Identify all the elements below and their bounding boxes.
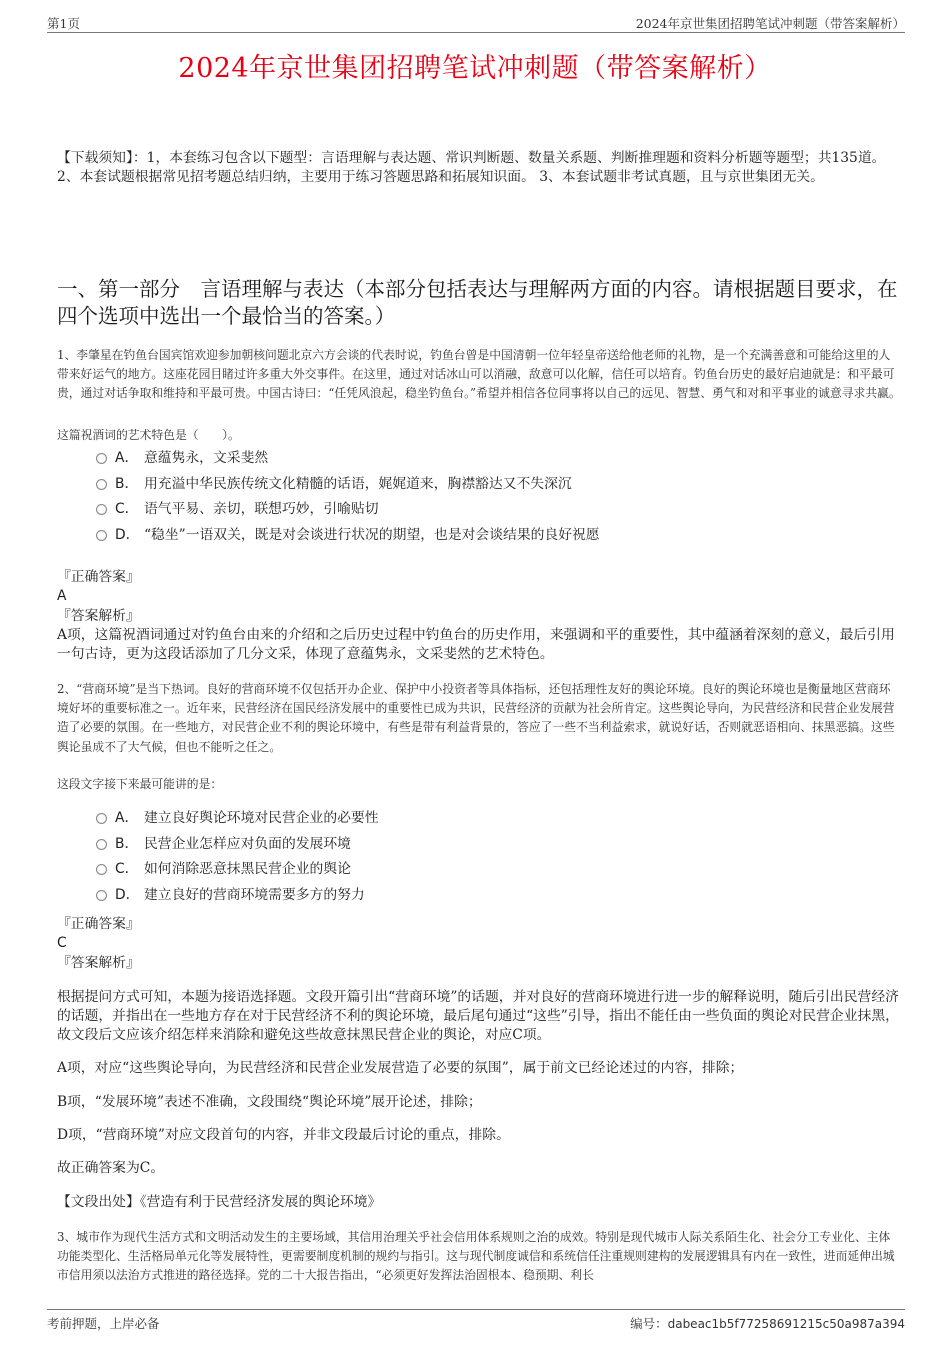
radio-icon[interactable] (96, 813, 107, 824)
question-2-source: 【文段出处】《营造有利于民营经济发展的舆论环境》 (57, 1194, 382, 1210)
question-2-analysis-label: 『答案解析』 (57, 955, 140, 971)
question-1-answer-label: 『正确答案』 (57, 569, 140, 585)
header-doc-title: 2024年京世集团招聘笔试冲刺题（带答案解析） (635, 16, 905, 31)
option-c[interactable]: C． 如何消除恶意抹黑民营企业的舆论 (96, 857, 876, 883)
question-2-answer-label: 『正确答案』 (57, 916, 140, 932)
question-1-options (96, 446, 876, 549)
page-header (47, 14, 905, 33)
code-label: 编号： (630, 1316, 668, 1331)
footer-slogan: 考前押题，上岸必备 (47, 1316, 160, 1331)
page-number-label: 第1页 (47, 16, 80, 31)
question-2-stem: 2、“营商环境”是当下热词。良好的营商环境不仅包括开办企业、保护中小投资者等具体指标，还包括理性友好的舆论环境。良好的舆论环境也是衡量地区营商环境好坏的重要标准之一。近年来，民营经济在国民经济发展中的重要性已成为共识，民营经济的贡献为社会所肯定。这些舆论导向，为民营经济和民营企业发展营造了必要的氛围。在一些地方，对民营企业不利的舆论环境中，有些是带有利益背景的，答应了一些不当利益索求，就说好话，否则就恶语相向、抹黑恶搞。这些舆论虽成不了大气候，但也不能听之任之。 (57, 682, 895, 754)
option-a[interactable]: A． 建立良好舆论环境对民营企业的必要性 (96, 806, 876, 832)
question-1-analysis: A项，这篇祝酒词通过对钓鱼台由来的介绍和之后历史过程中钓鱼台的历史作用，来强调和平的重要性，其中蕴涵着深刻的意义，最后引用一句古诗，更为这段话添加了几分文采，体现了意蕴隽永，文采斐然的艺术特色。 (57, 627, 895, 662)
question-3-stem: 3、城市作为现代生活方式和文明活动发生的主要场域，其信用治理关乎社会信用体系规则之治的成效。特别是现代城市人际关系陌生化、社会分工专业化、主体功能类型化、生活格局单元化等发展特性，更需要制度机制的规约与指引。这与现代制度诚信和系统信任注重规则建构的发展逻辑具有内在一致性，进而延伸出城市信用须以法治方式推进的路径选择。党的二十大报告指出，“必须更好发挥法治固根本、稳预期、利长 (57, 1230, 895, 1283)
option-d[interactable]: D． 建立良好的营商环境需要多方的努力 (96, 883, 876, 909)
radio-icon[interactable] (96, 864, 107, 875)
section-title: 一、第一部分 言语理解与表达（本部分包括表达与理解两方面的内容。请根据题目要求，在四个选项中选出一个最恰当的答案。） (57, 277, 898, 328)
question-2-analysis-a: A项，对应“这些舆论导向，为民营经济和民营企业发展营造了必要的氛围”，属于前文已经论述过的内容，排除； (57, 1060, 744, 1076)
option-text: 建立良好的营商环境需要多方的努力 (144, 887, 365, 904)
question-1-prompt: 这篇祝酒词的艺术特色是（ ）。 (57, 428, 240, 442)
code-value: dabeac1b5f77258691215c50a987a394 (667, 1317, 905, 1331)
question-2-conclusion: 故正确答案为C。 (57, 1160, 165, 1176)
question-1-stem: 1、李肇星在钓鱼台国宾馆欢迎参加朝核问题北京六方会谈的代表时说，钓鱼台曾是中国清朝一位年轻皇帝送给他老师的礼物，是一个充满善意和可能给这里的人带来好运气的地方。这座花园目睹过许多重大外交事件。在这里，通过对话冰山可以消融，敌意可以化解，信任可以培育。钓鱼台历史的最好启迪就是：和平最可贵，通过对话争取和维持和平最可贵。中国古诗曰：“任凭风浪起，稳坐钓鱼台。”希望并相信各位同事将以自己的远见、智慧、勇气和对和平事业的诚意寻求共赢。 (57, 348, 901, 401)
option-text: 民营企业怎样应对负面的发展环境 (144, 835, 351, 852)
option-text: 建立良好舆论环境对民营企业的必要性 (144, 810, 379, 826)
radio-icon[interactable] (96, 839, 107, 850)
option-text: 意蕴隽永，文采斐然 (144, 450, 269, 466)
question-2-analysis-b: B项，“发展环境”表述不准确，文段围绕“舆论环境”展开论述，排除； (57, 1094, 482, 1110)
document-code (630, 1314, 905, 1332)
radio-icon[interactable] (96, 504, 107, 515)
option-text: 如何消除恶意抹黑民营企业的舆论 (144, 861, 351, 878)
option-c[interactable]: C． 语气平易、亲切，联想巧妙，引喻贴切 (96, 497, 876, 523)
radio-icon[interactable] (96, 479, 107, 490)
option-d[interactable]: D． “稳坐”一语双关，既是对会谈进行状况的期望，也是对会谈结果的良好祝愿 (96, 523, 876, 549)
option-a[interactable]: A． 意蕴隽永，文采斐然 (96, 446, 876, 472)
radio-icon[interactable] (96, 890, 107, 901)
question-1-answer: A (57, 588, 67, 604)
question-2-analysis-d: D项，“营商环境”对应文段首句的内容，并非文段最后讨论的重点，排除。 (57, 1127, 510, 1143)
download-notice: 【下载须知】：1，本套练习包含以下题型：言语理解与表达题、常识判断题、数量关系题、判断推理题和资料分析题等题型；共135道。 2、本套试题根据常见招考题总结归纳，主要用于练习答题思路和拓展知识面。 3、本套试题非考试真题，且与京世集团无关。 (57, 150, 886, 185)
radio-icon[interactable] (96, 530, 107, 541)
radio-icon[interactable] (96, 453, 107, 464)
option-text: 语气平易、亲切，联想巧妙，引喻贴切 (144, 501, 379, 518)
option-text: “稳坐”一语双关，既是对会谈进行状况的期望，也是对会谈结果的良好祝愿 (144, 527, 600, 544)
question-2-answer: C (57, 935, 67, 951)
document-title: 2024年京世集团招聘笔试冲刺题（带答案解析） (178, 53, 772, 84)
option-text: 用充溢中华民族传统文化精髓的话语，娓娓道来，胸襟豁达又不失深沉 (144, 475, 572, 492)
option-b[interactable]: B． 用充溢中华民族传统文化精髓的话语，娓娓道来，胸襟豁达又不失深沉 (96, 472, 876, 498)
question-2-options (96, 806, 876, 909)
page-footer (47, 1309, 905, 1331)
question-1-analysis-label: 『答案解析』 (57, 608, 140, 624)
question-2-prompt: 这段文字接下来最可能讲的是： (57, 777, 223, 791)
option-b[interactable]: B． 民营企业怎样应对负面的发展环境 (96, 832, 876, 858)
question-2-analysis-main: 根据提问方式可知，本题为接语选择题。文段开篇引出“营商环境”的话题，并对良好的营商环境进行进一步的解释说明，随后引出民营经济的话题，并指出在一些地方存在对于民营经济不利的舆论环境，最后尾句通过“这些”引导，指出不能任由一些负面的舆论对民营企业抹黑，故文段后文应该介绍怎样来消除和避免这些故意抹黑民营企业的舆论，对应C项。 (57, 989, 899, 1043)
